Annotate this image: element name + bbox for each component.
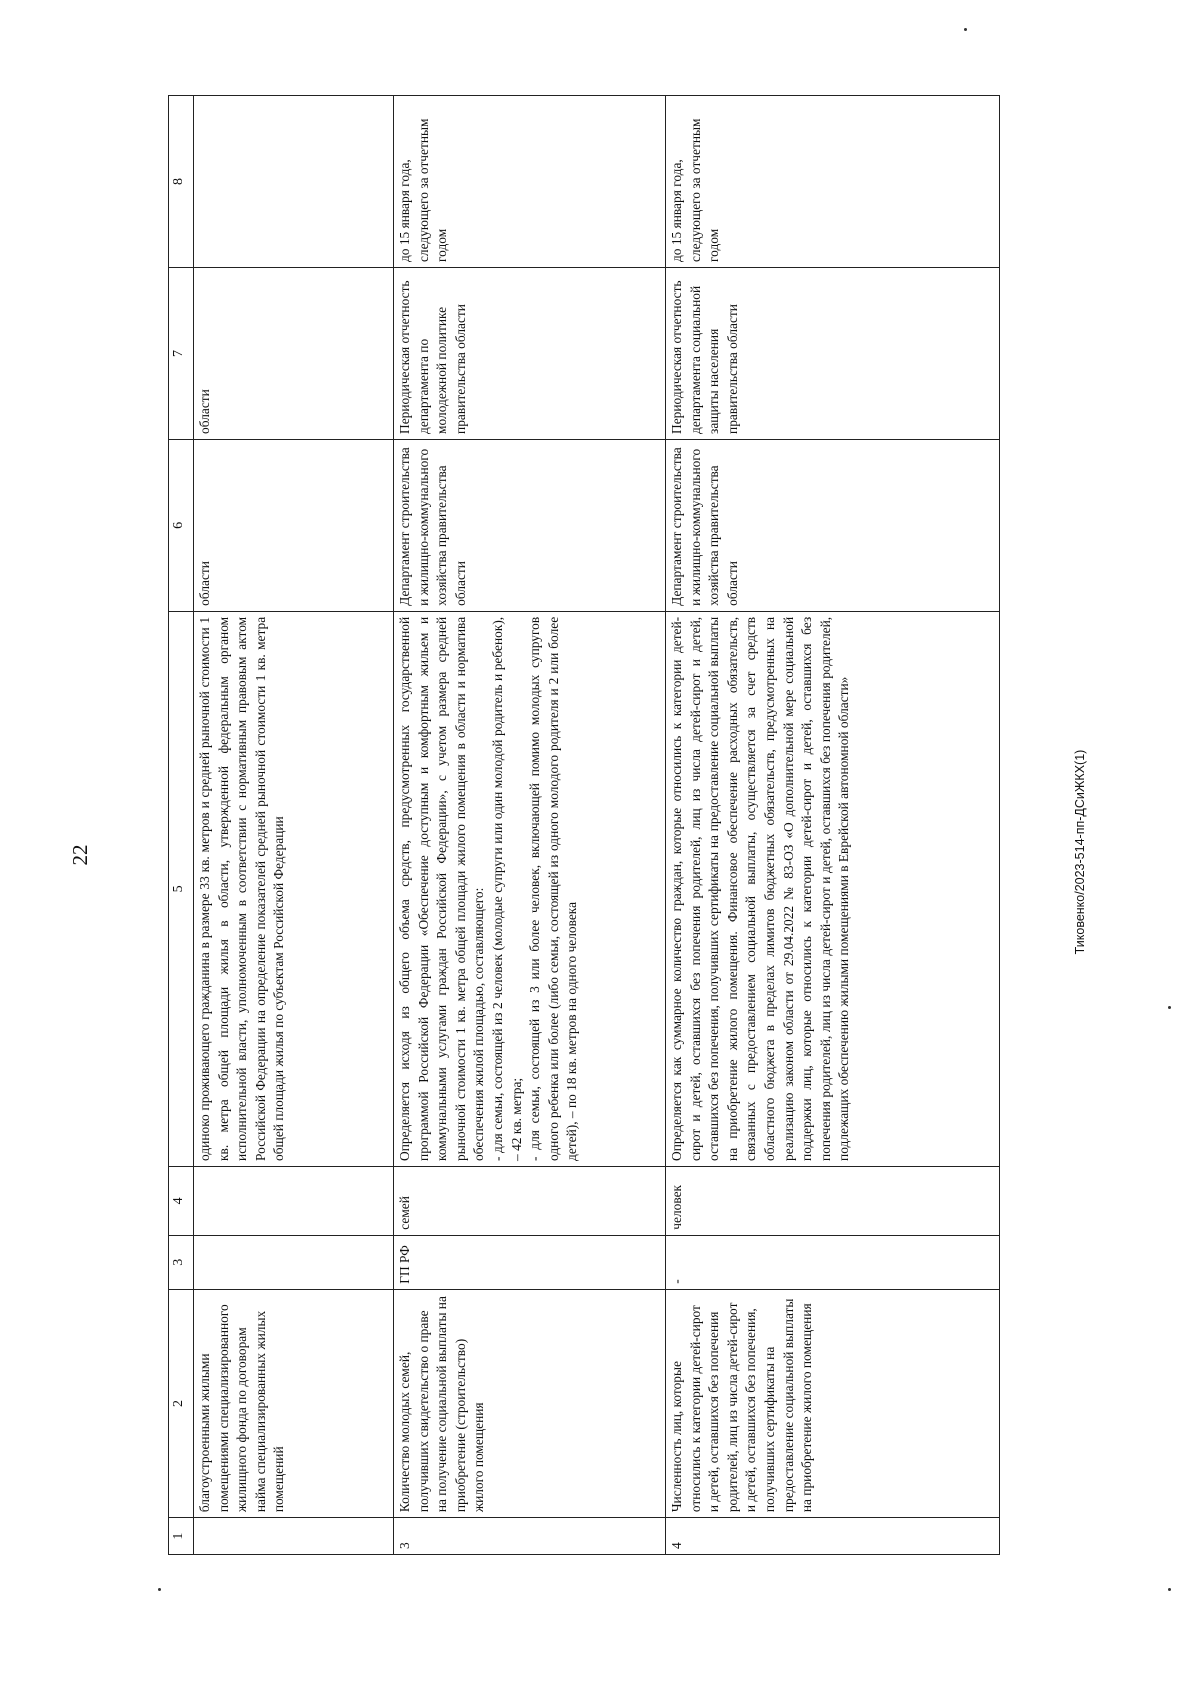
unit: семей [394, 1166, 666, 1235]
method-paragraph: Определяется исходя из общего объема средств, предусмотренных государственной программой Российской Федерации «Обеспечение доступным и комфортным жильем и коммунальными услугами граждан Российской Федерации», с учетом размера средней рыночной стоимости 1 кв. метра общей площади жилого помещения в области и норматива обеспечения жилой площадью, составляющего: [397, 616, 487, 1161]
indicator-name: Численность лиц, которые относились к категории детей-сирот и детей, оставшихся без попечения родителей, лиц из числа детей-сирот и детей, оставшихся без попечения, получивших сертификаты на предоставление социальной выплаты на приобретение жилого помещения [666, 1289, 1000, 1517]
scan-speck [1168, 1006, 1171, 1009]
page-number: 22 [68, 844, 92, 866]
row-number [194, 1518, 394, 1555]
table-row [394, 96, 666, 1555]
row-number: 4 [666, 1518, 1000, 1555]
deadline [194, 96, 394, 268]
scan-speck [158, 1588, 161, 1591]
source-code: - [666, 1235, 1000, 1289]
method-paragraph: - для семьи, состоящей из 3 или более человек, включающей помимо молодых супругов одного ребенка или более (либо семьи, состоящей из одного молодого родителя и 2 или более детей), – по 18 кв. метров на одного человека [527, 616, 580, 1161]
data-source: Периодическая отчетность департамента по молодежной политике правительства области [394, 268, 666, 440]
scan-speck [964, 28, 967, 31]
table-row [194, 96, 394, 1555]
document-code: Тиковенко/2023-514-пп-ДСиЖКХ(1) [1073, 749, 1087, 955]
header-col-5: 5 [169, 611, 194, 1166]
calculation-method: одиноко проживающего гражданина в размере 33 кв. метров и средней рыночной стоимости 1 кв. метра общей площади жилья в области, утвержденной федеральным органом исполнительной власти, уполномоченным в соответствии с нормативным правовым актом Российской Федерации на определение показателей средней рыночной стоимости 1 кв. метра общей площади жилья по субъектам Российской Федерации [194, 611, 394, 1166]
calculation-method: Определяется как суммарное количество граждан, которые относились к категории детей-сирот и детей, оставшихся без попечения родителей, лиц из числа детей-сирот и детей, оставшихся без попечения, получивших сертификаты на предоставление социальной выплаты на приобретение жилого помещения. Финансовое обеспечение расходных обязательств, связанных с предоставлением социальной выплаты, осуществляется за счет средств областного бюджета в пределах лимитов бюджетных обязательств, предусмотренных на реализацию законом области от 29.04.2022 № 83-ОЗ «О дополнительной мере социальной поддержки лиц, которые относились к категории детей-сирот и детей, оставшихся без попечения родителей, лиц из числа детей-сирот и детей, оставшихся без попечения родителей, подлежащих обеспечению жилыми помещениями в Еврейской автономной области» [666, 611, 1000, 1166]
data-source: области [194, 268, 394, 440]
deadline: до 15 января года, следующего за отчетным годом [394, 96, 666, 268]
source-code: ГП РФ [394, 1235, 666, 1289]
header-col-3: 3 [169, 1235, 194, 1289]
responsible-body: области [194, 439, 394, 611]
header-col-4: 4 [169, 1166, 194, 1235]
header-col-8: 8 [169, 96, 194, 268]
header-row [169, 96, 194, 1555]
scan-speck [1168, 1588, 1171, 1591]
header-col-1: 1 [169, 1518, 194, 1555]
calculation-method [394, 611, 666, 1166]
indicator-name: Количество молодых семей, получивших свидетельство о праве на получение социальной выплаты на приобретение (строительство) жилого помещения [394, 1289, 666, 1517]
header-col-6: 6 [169, 439, 194, 611]
method-paragraph: - для семьи, состоящей из 2 человек (молодые супруги или один молодой родитель и ребенок), – 42 кв. метра; [489, 616, 524, 1161]
deadline: до 15 января года, следующего за отчетным годом [666, 96, 1000, 268]
row-number: 3 [394, 1518, 666, 1555]
unit: человек [666, 1166, 1000, 1235]
responsible-body: Департамент строительства и жилищно-коммунального хозяйства правительства области [666, 439, 1000, 611]
indicator-name: благоустроенными жилыми помещениями специализированного жилищного фонда по договорам найма специализированных жилых помещений [194, 1289, 394, 1517]
rotated-table-container [168, 95, 1200, 1555]
responsible-body: Департамент строительства и жилищно-коммунального хозяйства правительства области [394, 439, 666, 611]
header-col-2: 2 [169, 1289, 194, 1517]
header-col-7: 7 [169, 268, 194, 440]
data-source: Периодическая отчетность департамента социальной защиты населения правительства области [666, 268, 1000, 440]
table-row [666, 96, 1000, 1555]
indicators-table [168, 95, 1000, 1555]
source-code [194, 1235, 394, 1289]
unit [194, 1166, 394, 1235]
